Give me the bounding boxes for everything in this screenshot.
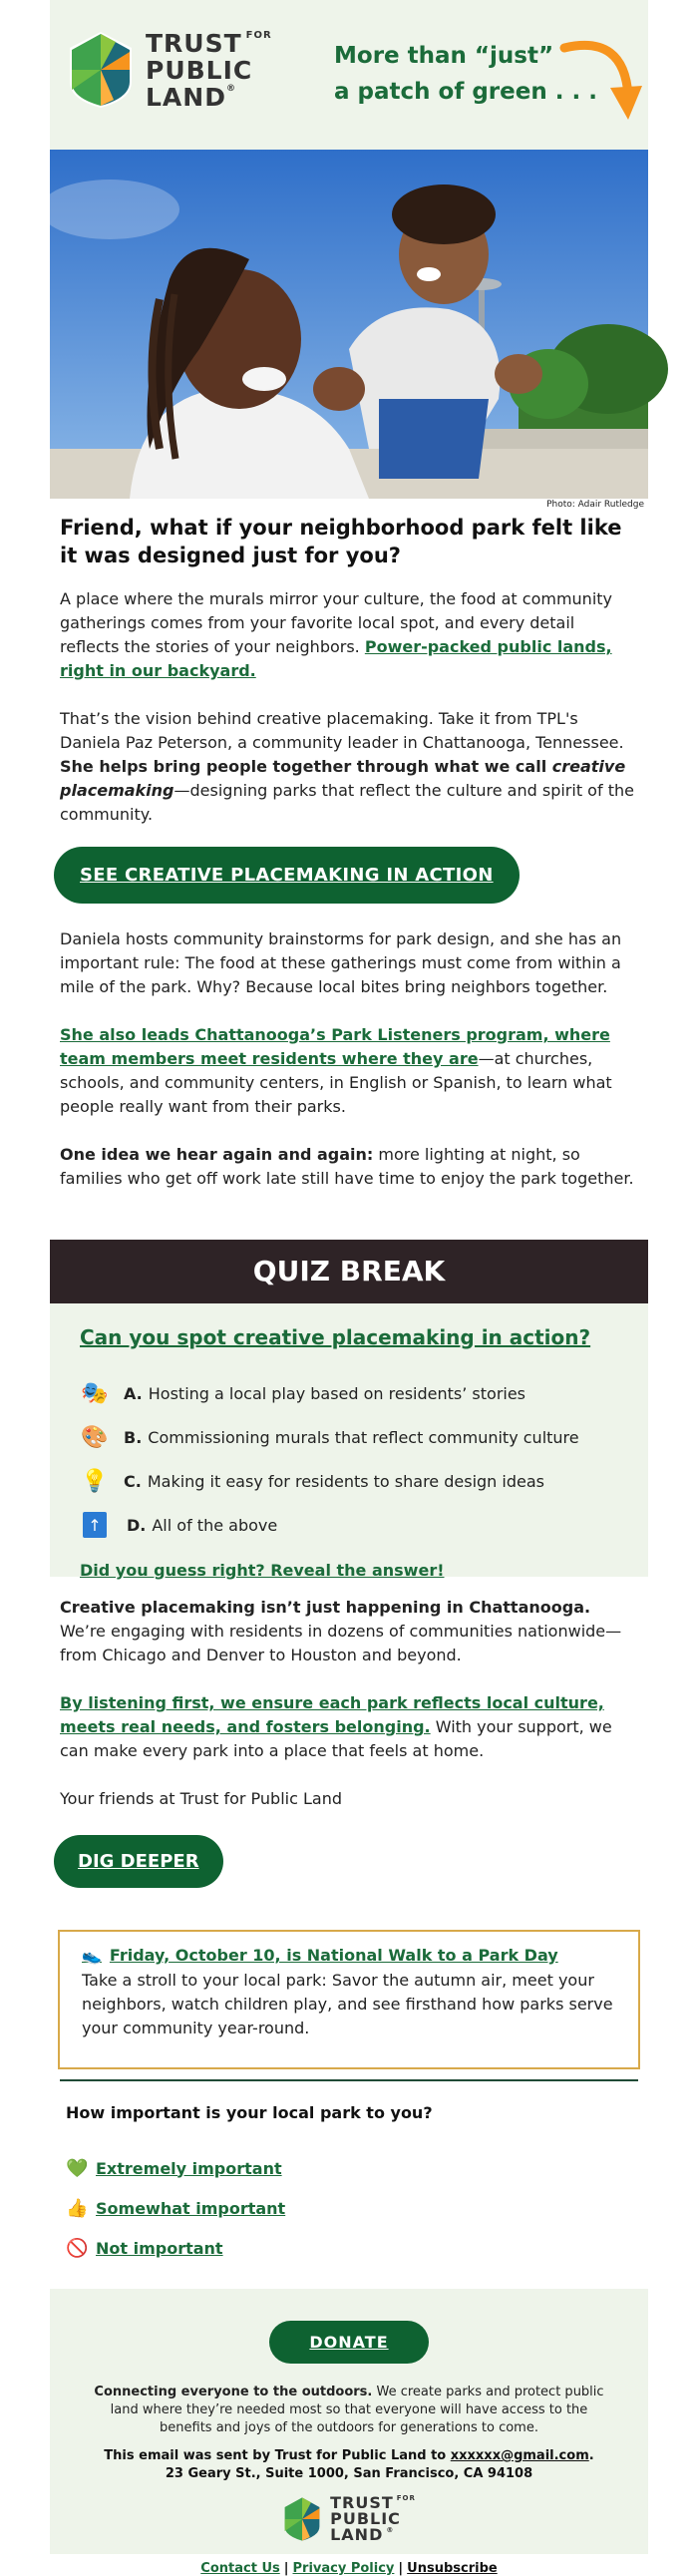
outro-p1-bold: Creative placemaking isn’t just happening in Chattanooga. [60,1598,591,1617]
footer-logo-for: FOR [396,2494,416,2502]
public-lands-link[interactable]: Power-packed public lands, right in our backyard. [60,637,612,680]
intro-paragraph-5 [60,1143,638,1191]
walk-to-park-callout [58,1930,640,2069]
photo-credit: Photo: Adair Rutledge [546,500,644,510]
intro-p4-tail: —at churches, schools, and community centers, in English or Spanish, to learn what people really want from their parks. [60,1049,612,1116]
logo-registered: ® [225,83,236,94]
quiz-option-text: Commissioning murals that reflect community culture [148,1427,579,1447]
intro-p1-text: A place where the murals mirror your culture, the food at community gatherings comes from your favorite local spot, and every detail reflects the stories of your neighbors. [60,589,613,656]
tpl-logo[interactable] [68,30,272,110]
recipient-email-link[interactable]: xxxxxx@gmail.com [450,2448,589,2463]
footer-links [50,2561,648,2576]
divider [60,2079,638,2081]
quiz-option-text: All of the above [152,1515,278,1535]
unsubscribe-link[interactable]: Unsubscribe [407,2561,498,2576]
poll-option-not[interactable] [66,2228,632,2268]
sent-prefix: This email was sent by Trust for Public Land to [104,2448,451,2463]
footer-logo-public: PUBLIC [330,2509,401,2528]
intro-p2-tail: —designing parks that reflect the culture and spirit of the community. [60,781,634,824]
tagline-line-2: a patch of green . . . [334,79,597,105]
quiz-option-letter: D. [127,1515,147,1535]
hero-section [50,150,648,514]
quiz-option-text: Hosting a local play based on residents’ stories [148,1383,526,1403]
intro-paragraph-3: Daniela hosts community brainstorms for park design, and she has an important rule: The food at these gatherings must come from within a mile of the park. Why? Because local bites bring neighbors together. [60,929,622,996]
footer-logo-trust: TRUST [330,2493,394,2512]
intro-section [50,514,648,1215]
outro-p2-tail: With your support, we can make every park into a place that feels at home. [60,1717,612,1760]
intro-p2-bold: She helps bring people together through what we call [60,757,552,776]
quiz-option-b[interactable] [80,1415,618,1459]
quiz-question[interactable]: Can you spot creative placemaking in action? [80,1325,591,1349]
intro-paragraph-1 [60,587,638,683]
walk-day-title: Friday, October 10, is National Walk to a Park Day [109,1946,558,1965]
intro-paragraph-4 [60,1023,638,1119]
prohibited-icon: 🚫 [66,2237,89,2259]
contact-us-link[interactable]: Contact Us [200,2561,280,2576]
privacy-policy-link[interactable]: Privacy Policy [292,2561,395,2576]
header [50,0,648,150]
poll-question: How important is your local park to you? [66,2103,433,2122]
sent-suffix: . [588,2448,594,2463]
intro-p2-text: That’s the vision behind creative placemaking. Take it from TPL's Daniela Paz Peterson, a community leader in Chattanooga, Tennessee. [60,709,624,752]
park-importance-poll [50,2079,648,2300]
donate-button[interactable]: DONATE [269,2321,428,2364]
footer-mission [90,2384,608,2437]
intro-p2-bold-italic: creative placemaking [60,757,626,800]
logo-word-land: LAND [146,82,226,112]
intro-p5-bold: One idea we hear again and again: [60,1145,374,1164]
up-arrow-icon: ↑ [83,1512,107,1538]
outro-paragraph-2 [60,1691,638,1763]
tpl-logo-mark-icon [282,2495,322,2543]
poll-option-somewhat[interactable] [66,2188,632,2228]
quiz-option-a[interactable] [80,1371,618,1415]
park-listeners-link[interactable]: She also leads Chattanooga’s Park Listeners program, where team members meet residents where they are [60,1025,610,1068]
main-headline: Friend, what if your neighborhood park felt like it was designed just for you? [60,516,622,567]
quiz-heading: QUIZ BREAK [50,1240,648,1303]
signoff: Your friends at Trust for Public Land [60,1789,342,1808]
outro-paragraph-1 [60,1596,638,1667]
tpl-logo-mark-icon [68,30,134,110]
quiz-option-letter: A. [124,1383,143,1403]
green-heart-icon: 💚 [66,2157,89,2179]
hero-photo-illustration [50,150,648,499]
quiz-option-c[interactable] [80,1459,618,1503]
walk-day-text: Take a stroll to your local park: Savor the autumn air, meet your neighbors, watch children play, and see firsthand how parks serve your community year-round. [82,1971,613,2037]
logo-word-public: PUBLIC [146,55,253,85]
hero-image[interactable] [50,150,648,499]
logo-word-for: FOR [245,29,272,41]
logo-word-trust: TRUST [146,28,242,58]
footer-mission-bold: Connecting everyone to the outdoors. [94,2385,373,2399]
poll-option-extremely[interactable] [66,2148,632,2188]
dig-deeper-button[interactable]: DIG DEEPER [54,1835,223,1888]
quiz-option-letter: C. [124,1471,142,1491]
curved-arrow-icon [554,34,644,134]
light-bulb-icon: 💡 [81,1468,109,1494]
outro-p1-tail: We’re engaging with residents in dozens of communities nationwide—from Chicago and Denver to Houston and beyond. [60,1622,622,1664]
theater-masks-icon: 🎭 [81,1380,109,1406]
poll-option-label[interactable]: Extremely important [96,2158,282,2178]
artist-palette-icon: 🎨 [81,1424,109,1450]
reveal-answer-link[interactable]: Did you guess right? Reveal the answer! [80,1561,445,1580]
quiz-option-d[interactable] [80,1503,618,1547]
footer-logo-land: LAND [330,2525,384,2544]
link-separator: | [398,2561,404,2576]
intro-paragraph-2 [60,707,638,827]
footer-logo[interactable] [282,2495,416,2543]
quiz-option-text: Making it easy for residents to share design ideas [147,1471,544,1491]
footer [50,2289,648,2576]
outro-section [50,1596,648,1888]
intro-p5-tail: more lighting at night, so families who get off work late still have time to enjoy the park together. [60,1145,634,1188]
thumbs-up-icon: 👍 [66,2197,89,2219]
walk-day-link[interactable] [82,1946,616,1965]
footer-sent-info [50,2447,648,2483]
quiz-option-letter: B. [124,1427,143,1447]
footer-logo-registered: ® [386,2526,395,2534]
quiz-section [50,1303,648,1580]
poll-option-label[interactable]: Not important [96,2238,223,2258]
poll-option-label[interactable]: Somewhat important [96,2198,286,2218]
see-placemaking-button[interactable]: SEE CREATIVE PLACEMAKING IN ACTION [54,847,520,904]
footer-mission-text: We create parks and protect public land where they’re needed most so that everyone will have access to the benefits and joys of the outdoors for generations to come. [110,2385,604,2435]
tagline-line-1: More than “just” [334,43,554,69]
link-separator: | [283,2561,289,2576]
shoe-icon: 👟 [82,1946,102,1965]
listening-first-link[interactable]: By listening first, we ensure each park reflects local culture, meets real needs, and fosters belonging. [60,1693,604,1736]
footer-address: 23 Geary St., Suite 1000, San Francisco, CA 94108 [165,2466,533,2481]
